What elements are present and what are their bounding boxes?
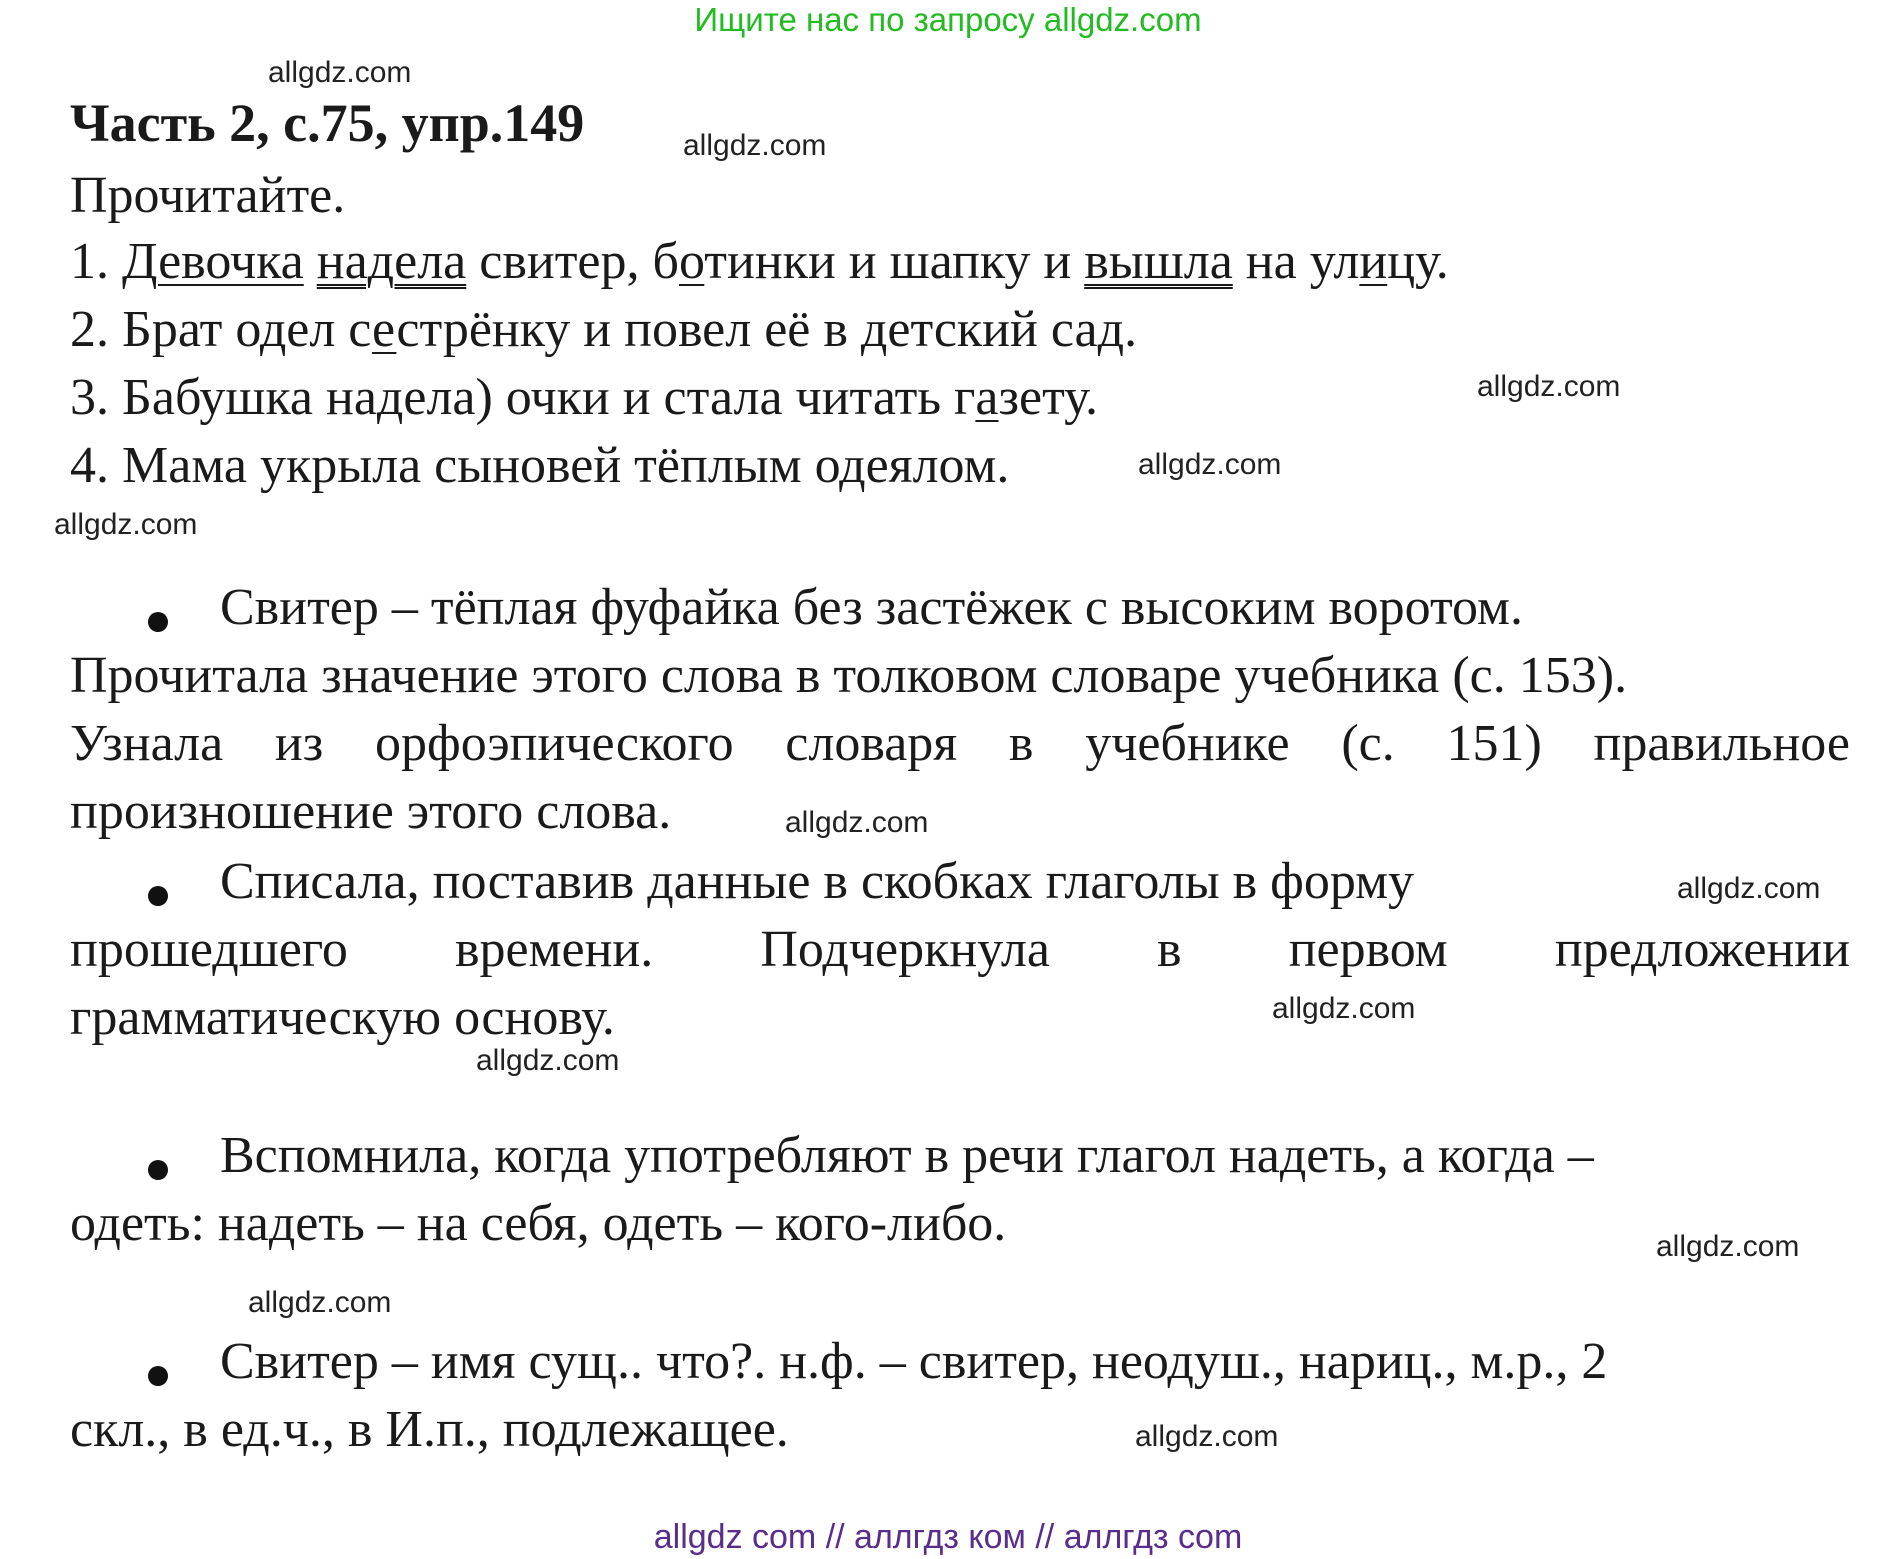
predicate-underlined: надела (316, 233, 467, 290)
text-fragment: 2. Брат одел с (70, 301, 373, 358)
word: в (1008, 715, 1034, 772)
word: Узнала (70, 715, 224, 772)
bullet-icon (148, 886, 168, 906)
word: Подчеркнула (760, 921, 1050, 978)
bullet-1-line-4: произношение этого слова. (70, 783, 672, 840)
sentence-1 (70, 232, 1449, 291)
bullet-2-line-1: Списала, поставив данные в скобках глаголы в форму (220, 853, 1414, 910)
word: предложении (1554, 921, 1850, 978)
watermark: allgdz.com (476, 1044, 620, 1077)
bullet-2-line-3: грамматическую основу. (70, 989, 615, 1046)
sentence-4: 4. Мама укрыла сыновей тёплым одеялом. (70, 437, 1010, 494)
word: времени. (454, 921, 654, 978)
text-fragment (304, 233, 317, 290)
bullet-1-line-2: Прочитала значение этого слова в толковом словаре учебника (с. 153). (70, 647, 1628, 704)
word: (с. (1341, 715, 1395, 772)
watermark: allgdz.com (1272, 992, 1416, 1025)
word: учебнике (1085, 715, 1290, 772)
bullet-1-line-3 (70, 714, 1850, 773)
vowel-underlined: о (678, 233, 705, 290)
subject-underlined: Девочка (122, 233, 304, 290)
bullet-icon (148, 1366, 168, 1386)
word: 151) (1446, 715, 1542, 772)
text-fragment: на ул (1232, 233, 1360, 290)
bullet-icon (148, 612, 168, 632)
predicate-underlined: вышла (1084, 233, 1233, 290)
bullet-2-line-2 (70, 920, 1850, 979)
watermark: allgdz.com (268, 56, 412, 89)
bullet-4-line-2: скл., в ед.ч., в И.п., подлежащее. (70, 1401, 789, 1458)
text-fragment: стрёнку и повел её в детский сад. (396, 301, 1138, 358)
word: первом (1288, 921, 1448, 978)
watermark: allgdz.com (1138, 448, 1282, 481)
bullet-icon (148, 1160, 168, 1180)
word: прошедшего (70, 921, 348, 978)
watermark: allgdz.com (248, 1286, 392, 1319)
text-fragment: зету. (998, 369, 1098, 426)
watermark: allgdz.com (1135, 1420, 1279, 1453)
text-fragment: свитер, б (466, 233, 679, 290)
vowel-underlined: и (1359, 233, 1388, 290)
word: орфоэпического (375, 715, 734, 772)
bullet-1-line-1: Свитер – тёплая фуфайка без застёжек с высоким воротом. (220, 579, 1523, 636)
text-fragment: цу. (1387, 233, 1449, 290)
vowel-underlined: а (975, 369, 999, 426)
watermark: allgdz.com (1677, 872, 1821, 905)
vowel-underlined: е (372, 301, 397, 358)
watermark: allgdz.com (54, 508, 198, 541)
sentence-number: 1. (70, 233, 122, 290)
watermark: allgdz.com (785, 806, 929, 839)
word: словаря (785, 715, 958, 772)
watermark: allgdz.com (1656, 1230, 1800, 1263)
sentence-3 (70, 368, 1098, 427)
word: в (1157, 921, 1182, 978)
watermark: allgdz.com (683, 129, 827, 162)
word: правильное (1593, 715, 1850, 772)
bullet-3-line-1: Вспомнила, когда употребляют в речи глагол надеть, а когда – (220, 1127, 1594, 1184)
intro-text: Прочитайте. (70, 167, 346, 224)
sentence-2 (70, 300, 1137, 359)
search-banner[interactable]: Ищите нас по запросу allgdz.com (694, 1, 1202, 38)
exercise-title: Часть 2, с.75, упр.149 (70, 93, 585, 153)
word: из (274, 715, 324, 772)
watermark: allgdz.com (1477, 370, 1621, 403)
text-fragment: 3. Бабушка надела) очки и стала читать г (70, 369, 976, 426)
text-fragment: тинки и шапку и (704, 233, 1085, 290)
bullet-3-line-2: одеть: надеть – на себя, одеть – кого-либо. (70, 1195, 1007, 1252)
bullet-4-line-1: Свитер – имя сущ.. что?. н.ф. – свитер, неодуш., нариц., м.р., 2 (220, 1333, 1608, 1390)
footer-links[interactable]: allgdz com // аллгдз ком // аллгдз com (653, 1518, 1243, 1556)
